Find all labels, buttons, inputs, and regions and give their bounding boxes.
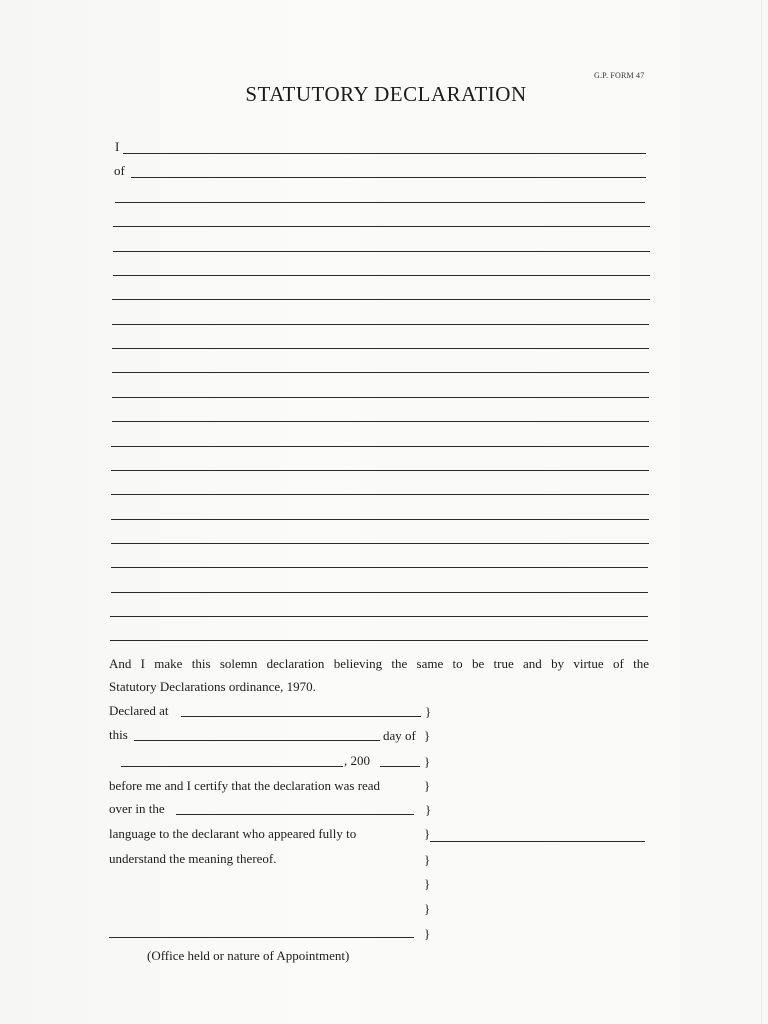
over-in-the-label: over in the [109,801,165,816]
brace: } [425,704,432,719]
statement-line[interactable] [111,446,649,447]
month-field[interactable] [121,766,343,767]
declarant-name-field[interactable] [123,153,646,154]
this-label: this [109,727,128,742]
statement-line[interactable] [110,616,648,617]
statement-line[interactable] [111,519,649,520]
page-title: STATUTORY DECLARATION [245,82,527,106]
statement-line[interactable] [113,251,650,252]
statement-line[interactable] [112,421,649,422]
statement-line[interactable] [111,543,649,544]
statement-line[interactable] [112,348,649,349]
language-text: language to the declarant who appeared fully to [109,826,357,841]
statement-line[interactable] [112,397,649,398]
brace: } [424,852,431,867]
statement-line[interactable] [112,299,650,300]
office-caption: (Office held or nature of Appointment) [147,948,350,963]
statement-line[interactable] [112,324,649,325]
statement-line[interactable] [111,494,649,495]
declared-at-label: Declared at [109,703,169,718]
brace: } [424,876,431,891]
declarant-name-label: I [115,139,120,154]
statement-line[interactable] [113,275,650,276]
language-field[interactable] [176,814,414,815]
year-field[interactable] [380,766,420,767]
statement-line[interactable] [115,202,645,203]
form-number: G.P. FORM 47 [594,71,645,80]
declaration-line-2: Statutory Declarations ordinance, 1970. [109,679,316,694]
brace: } [424,901,431,916]
brace: } [424,826,431,841]
statement-line[interactable] [113,226,650,227]
page-edge [761,0,762,1024]
brace: } [424,926,431,941]
declarant-address-field[interactable] [131,177,646,178]
brace: } [424,728,431,743]
brace: } [424,754,431,769]
declarant-address-label: of [114,163,125,178]
statement-line[interactable] [112,372,649,373]
before-me-text: before me and I certify that the declaration was read [109,778,381,793]
declaration-line-1: And I make this solemn declaration believing the same to be true and by virtue of the [109,656,649,671]
statement-line[interactable] [111,470,649,471]
brace: } [424,778,431,793]
officer-signature-field[interactable] [109,937,414,938]
year-prefix-label: , 200 [344,753,370,768]
statement-line[interactable] [111,592,648,593]
statement-line[interactable] [111,567,648,568]
statement-line[interactable] [110,640,648,641]
declarant-signature-field[interactable] [430,841,645,842]
day-field[interactable] [134,740,380,741]
declared-at-field[interactable] [181,716,421,717]
brace: } [425,802,432,817]
day-of-label: day of [383,728,416,743]
understand-text: understand the meaning thereof. [109,851,277,866]
declaration-paragraph [109,652,649,698]
